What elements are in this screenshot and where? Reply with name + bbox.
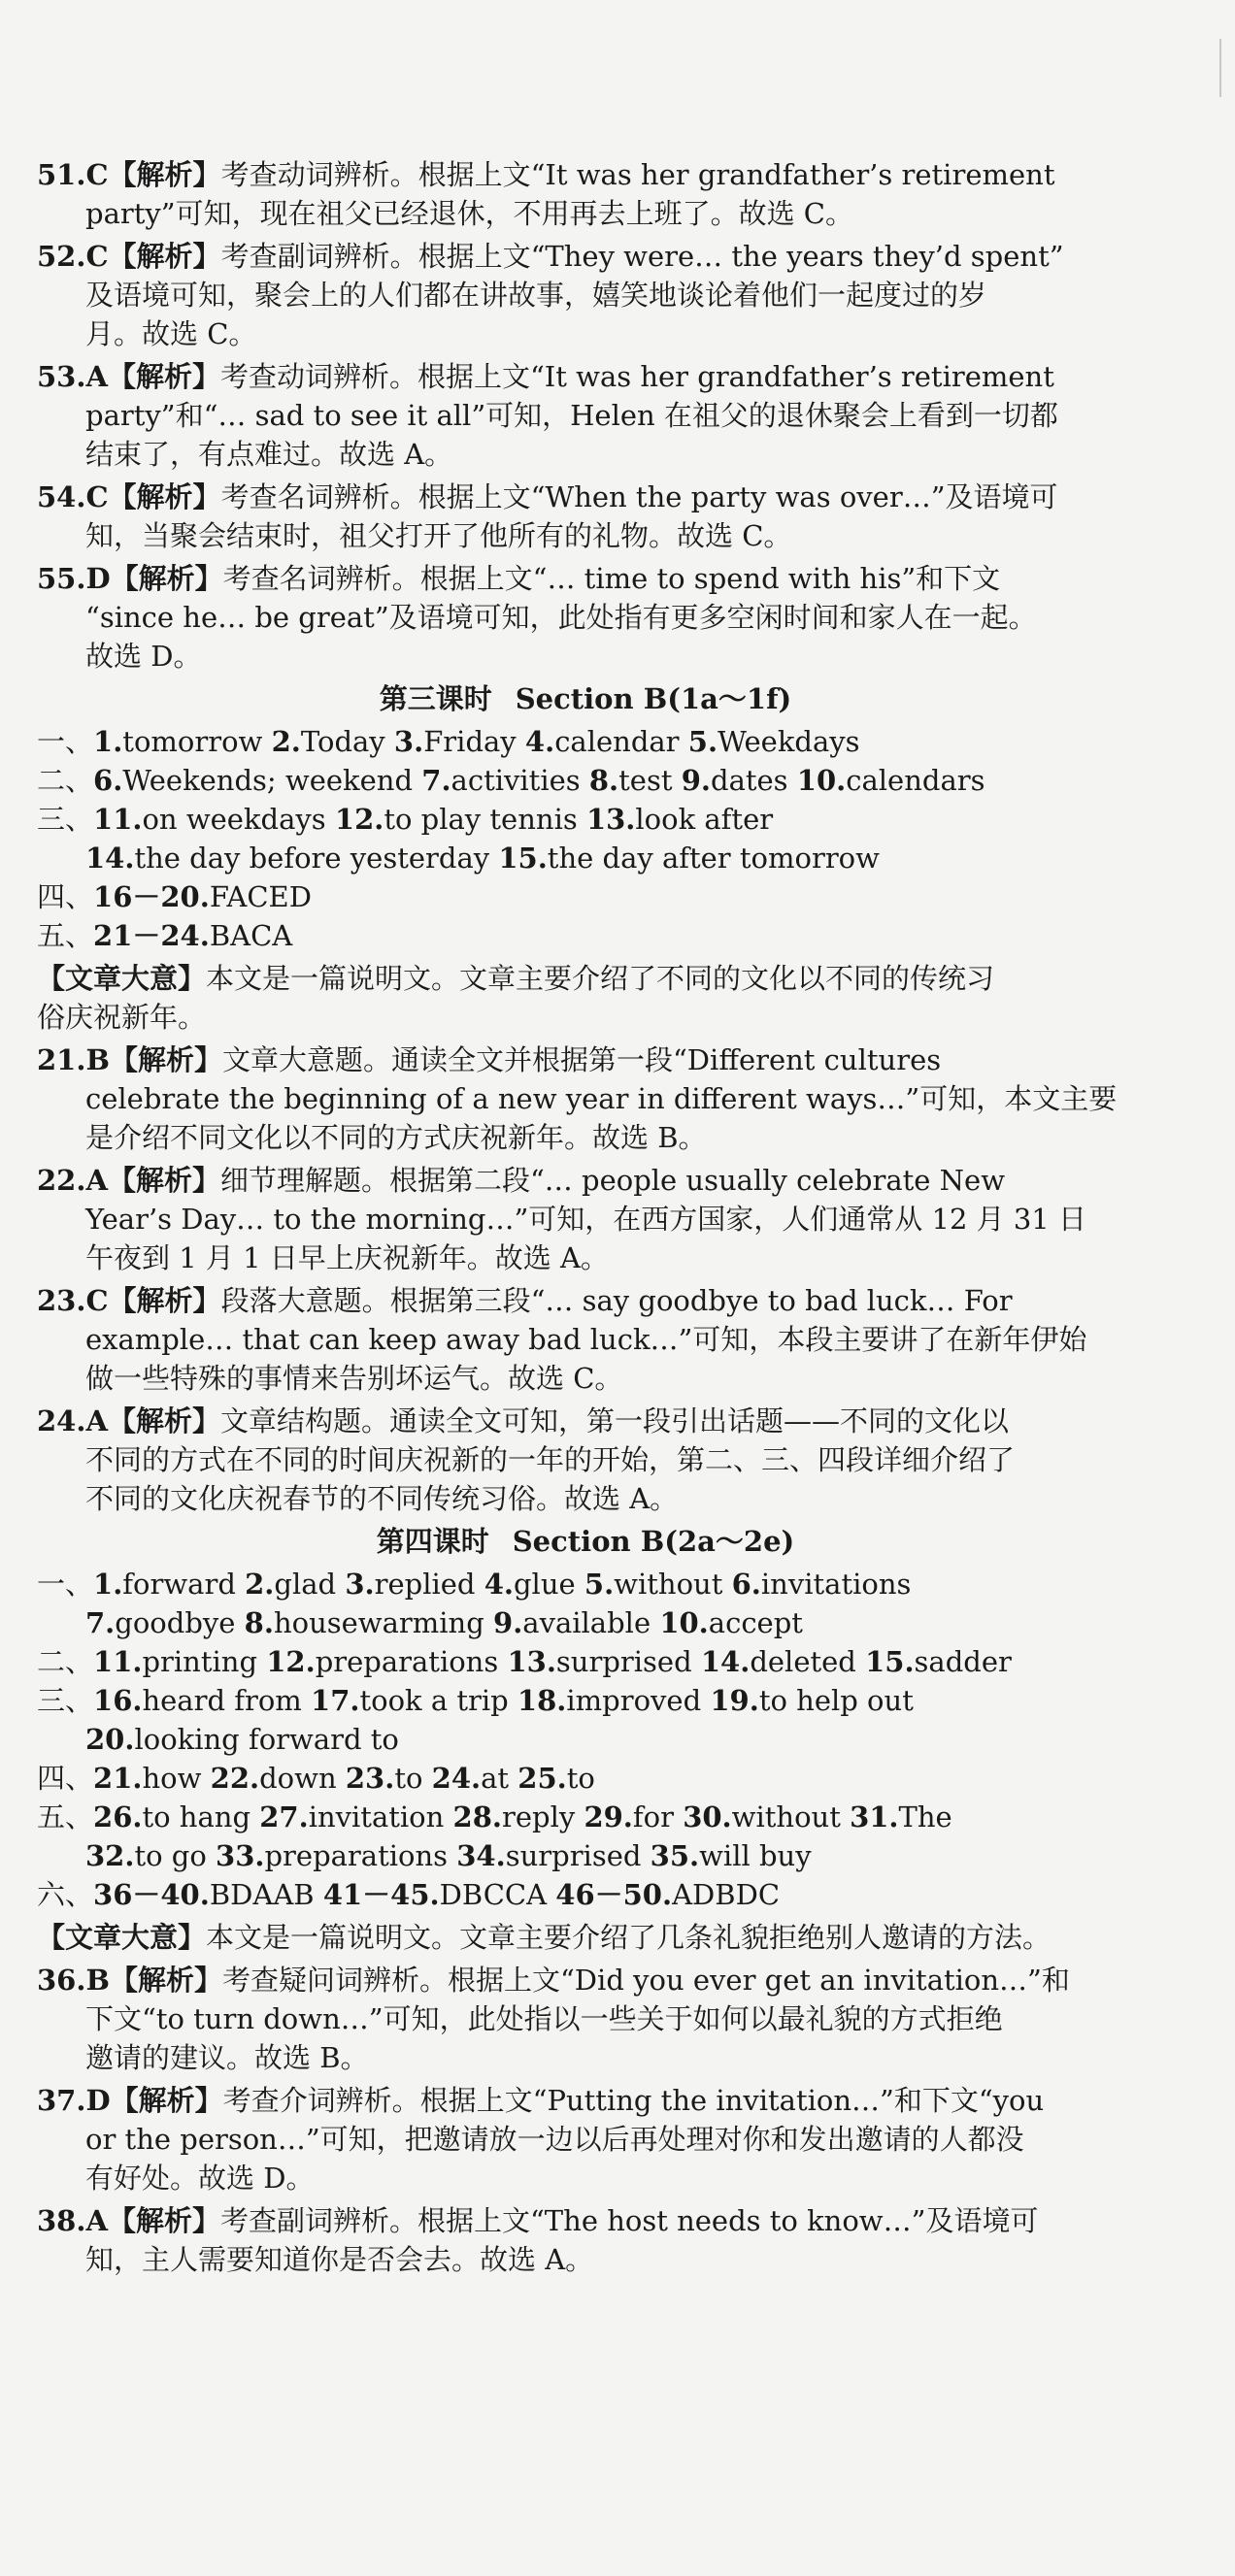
explanation-continuation [85,396,1058,435]
answer-text: to help out [758,1684,914,1717]
explanation-item [37,559,1000,598]
explanation-continuation [85,2240,593,2279]
answer-number: 9. [681,764,711,797]
explanation-text: 考查名词辨析。根据上文“… time to spend with his”和下文 [222,562,1001,595]
explanation-continuation [85,1079,1117,1118]
answer-text: deleted [750,1645,866,1678]
answer-text: accept [708,1606,803,1639]
question-number: 36.B [37,1964,110,1997]
explanation-tag: 【解析】 [108,1284,221,1317]
answer-number: 29. [584,1800,633,1833]
explanation-text: 考查介词辨析。根据上文“Putting the invitation…”和下文“you [222,2084,1045,2117]
answer-number: 7. [421,764,451,797]
answer-number: 2. [271,725,301,758]
explanation-text: 及语境可知，聚会上的人们都在讲故事，嬉笑地谈论着他们一起度过的岁 [85,279,987,312]
answer-line [85,839,880,877]
page-edge-line [1219,39,1221,97]
explanation-continuation [85,1238,609,1277]
explanation-text: 文章结构题。通读全文可知，第一段引出话题——不同的文化以 [219,1404,1009,1437]
answer-text: goodbye [115,1606,245,1639]
answer-text: FACED [209,880,312,913]
explanation-tag: 【解析】 [109,1964,222,1997]
answer-text: reply [501,1800,584,1833]
explanation-tag: 【解析】 [110,562,223,595]
answer-number: 11. [93,803,143,836]
answer-text: Weekdays [718,725,860,758]
section-heading [37,1522,1134,1561]
question-number: 54.C [37,480,109,513]
explanation-tag: 【解析】 [109,1043,222,1076]
answer-number: 10. [796,764,847,797]
answer-number: 10. [659,1606,709,1639]
answer-number: 18. [517,1684,567,1717]
answer-number: 26. [93,1800,143,1833]
answer-line [37,1798,952,1836]
explanation-text: 有好处。故选 D。 [85,2162,315,2195]
answer-line [37,1642,1012,1681]
answer-text: to play tennis [384,803,586,836]
answer-number: 14. [85,842,135,875]
answer-number: 13. [507,1645,556,1678]
answer-text: 五、 [37,1800,94,1833]
answer-number: 11. [93,1645,143,1678]
answer-text: activities [451,764,589,797]
answer-text: preparations [264,1839,457,1872]
answer-text: 一、 [37,725,94,758]
explanation-continuation [85,2120,1024,2159]
explanation-tag: 【解析】 [107,2204,220,2237]
answer-number: 34. [456,1839,506,1872]
answer-line [37,722,860,761]
answer-number: 30. [683,1800,732,1833]
answer-text: 三、 [37,1684,94,1717]
answer-line [85,1720,399,1759]
explanation-text: 考查副词辨析。根据上文“The host needs to know…”及语境可 [219,2204,1039,2237]
answer-text: to [394,1762,432,1795]
answer-number: 17. [311,1684,360,1717]
answer-text: 四、 [37,1762,94,1795]
explanation-text: 不同的文化庆祝春节的不同传统习俗。故选 A。 [85,1482,679,1515]
explanation-item [37,2081,1044,2120]
answer-text: printing [142,1645,267,1678]
answer-text: for [632,1800,684,1833]
answer-number: 28. [452,1800,502,1833]
answer-text: look after [635,803,774,836]
answer-line [37,877,312,916]
answer-number: 21－24. [93,919,210,952]
answer-text: without [614,1568,732,1601]
explanation-continuation [85,1359,622,1398]
explanation-item [37,357,1054,396]
answer-text: available [522,1606,660,1639]
answer-number: 8. [244,1606,274,1639]
answer-text: to [566,1762,595,1795]
explanation-text: 不同的方式在不同的时间庆祝新的一年的开始，第二、三、四段详细介绍了 [85,1443,1016,1476]
answer-number: 16－20. [93,880,210,913]
explanation-tag: 【解析】 [108,480,221,513]
answer-text: will buy [699,1839,812,1872]
answer-text: 三、 [37,803,94,836]
answer-text: DBCCA [439,1878,556,1911]
explanation-item [37,1161,1005,1200]
answer-text: down [259,1762,346,1795]
question-number: 52.C [37,240,109,273]
explanation-continuation [85,2038,369,2077]
explanation-item [37,1281,1013,1320]
answer-text: on weekdays [142,803,335,836]
answer-text: invitations [760,1568,912,1601]
answer-line [37,1759,595,1798]
answer-number: 19. [710,1684,759,1717]
explanation-continuation [37,998,206,1037]
answer-line [37,1875,780,1914]
answer-number: 12. [334,803,384,836]
answer-number: 6. [93,764,123,797]
answer-text: ADBDC [672,1878,781,1911]
answer-number: 35. [650,1839,700,1872]
answer-number: 31. [850,1800,899,1833]
answer-number: 1. [93,1568,123,1601]
explanation-tag: 【文章大意】 [37,1921,207,1954]
explanation-continuation [85,194,853,233]
question-number: 21.B [37,1043,110,1076]
question-number: 37.D [37,2084,111,2117]
answer-text: sadder [914,1645,1012,1678]
explanation-continuation [85,1200,1086,1238]
answer-number: 22. [210,1762,260,1795]
answer-text: Weekends; weekend [122,764,422,797]
explanation-tag: 【解析】 [110,2084,223,2117]
explanation-text: 考查动词辨析。根据上文“It was her grandfather’s retirement [219,360,1054,393]
answer-text: 二、 [37,1645,94,1678]
answer-text: without [731,1800,851,1833]
answer-text: to go [134,1839,217,1872]
explanation-text: party”和“… sad to see it all”可知，Helen 在祖父的退休聚会上看到一切都 [85,399,1058,432]
explanation-item [37,155,1054,194]
explanation-item [37,959,994,998]
answer-number: 14. [700,1645,751,1678]
explanation-text: 考查疑问词辨析。根据上文“Did you ever get an invitation…”和 [221,1964,1070,1997]
question-number: 22.A [37,1164,108,1197]
answer-number: 6. [731,1568,761,1601]
question-number: 51.C [37,158,109,191]
explanation-text: 考查动词辨析。根据上文“It was her grandfather’s retirement [220,158,1055,191]
explanation-text: 细节理解题。根据第二段“… people usually celebrate New [219,1164,1006,1197]
answer-number: 5. [584,1568,615,1601]
explanation-text: 俗庆祝新年。 [37,1001,207,1034]
answer-number: 4. [484,1568,514,1601]
question-number: 55.D [37,562,111,595]
answer-text: housewarming [273,1606,494,1639]
answer-number: 7. [85,1606,116,1639]
answer-number: 20. [85,1723,135,1756]
explanation-text: 考查副词辨析。根据上文“They were… the years they’d spent” [220,240,1064,273]
explanation-text: 邀请的建议。故选 B。 [85,2041,369,2074]
answer-text: calendars [846,764,985,797]
answer-number: 3. [345,1568,375,1601]
explanation-text: “since he… be great”及语境可知，此处指有更多空闲时间和家人在一起。 [85,601,1037,634]
explanation-continuation [85,1320,1086,1359]
answer-text: 六、 [37,1878,94,1911]
answer-number: 9. [493,1606,523,1639]
explanation-text: 知，主人需要知道你是否会去。故选 A。 [85,2243,594,2276]
answer-line [37,1565,911,1603]
answer-number: 2. [245,1568,275,1601]
question-number: 53.A [37,360,108,393]
section-title: 第四课时 [376,1525,489,1558]
explanation-text: 本文是一篇说明文。文章主要介绍了几条礼貌拒绝别人邀请的方法。 [206,1921,1051,1954]
answer-text: to hang [142,1800,260,1833]
answer-text: dates [711,764,797,797]
answer-number: 21. [93,1762,143,1795]
explanation-text: 午夜到 1 月 1 日早上庆祝新年。故选 A。 [85,1241,609,1274]
answer-text: invitation [308,1800,453,1833]
explanation-tag: 【解析】 [108,240,221,273]
answer-text: tomorrow [122,725,272,758]
explanation-text: celebrate the beginning of a new year in different ways…”可知，本文主要 [85,1082,1118,1115]
answer-text: 二、 [37,764,94,797]
explanation-continuation [85,598,1037,637]
section-subtitle: Section B(1a～1f) [515,682,792,715]
explanation-text: 文章大意题。通读全文并根据第一段“Different cultures [221,1043,942,1076]
answer-text: calendar [554,725,688,758]
answer-text: at [481,1762,518,1795]
answer-text: BDAAB [209,1878,323,1911]
answer-number: 24. [431,1762,482,1795]
section-heading [37,679,1134,718]
explanation-tag: 【解析】 [108,158,221,191]
answer-text: improved [566,1684,711,1717]
answer-number: 46－50. [555,1878,673,1911]
answer-text: Friday [423,725,525,758]
answer-number: 16. [93,1684,143,1717]
answer-text: surprised [555,1645,701,1678]
explanation-continuation [85,435,452,474]
answer-number: 33. [216,1839,265,1872]
explanation-item [37,478,1058,516]
explanation-continuation [85,1999,1003,2038]
explanation-continuation [85,637,201,676]
answer-text: the day after tomorrow [547,842,880,875]
section-subtitle: Section B(2a～2e) [512,1525,795,1558]
explanation-text: 本文是一篇说明文。文章主要介绍了不同的文化以不同的传统习 [206,962,995,995]
explanation-text: Year’s Day… to the morning…”可知，在西方国家，人们通常从 12 月 31 日 [85,1203,1086,1236]
explanation-item [37,1961,1070,1999]
explanation-continuation [85,516,791,555]
answer-text: surprised [505,1839,651,1872]
answer-text: took a trip [359,1684,517,1717]
answer-number: 23. [345,1762,395,1795]
explanation-text: 知，当聚会结束时，祖父打开了他所有的礼物。故选 C。 [85,519,792,552]
answer-number: 41－45. [322,1878,440,1911]
question-number: 23.C [37,1284,109,1317]
answer-text: 四、 [37,880,94,913]
explanation-text: 故选 D。 [85,640,202,673]
explanation-text: 结束了，有点难过。故选 A。 [85,438,453,471]
answer-text: forward [122,1568,246,1601]
answer-line [37,1681,914,1720]
answer-number: 3. [393,725,424,758]
explanation-text: 做一些特殊的事情来告别坏运气。故选 C。 [85,1362,623,1395]
answer-text: how [142,1762,211,1795]
answer-text: 一、 [37,1568,94,1601]
explanation-text: 是介绍不同文化以不同的方式庆祝新年。故选 B。 [85,1121,707,1154]
answer-number: 8. [588,764,619,797]
answer-line [85,1603,803,1642]
explanation-continuation [85,1118,707,1157]
answer-text: preparations [315,1645,508,1678]
explanation-tag: 【解析】 [107,1164,220,1197]
answer-number: 12. [266,1645,316,1678]
answer-line [37,761,985,800]
answer-text: Today [300,725,394,758]
answer-number: 36－40. [93,1878,210,1911]
answer-line [37,800,773,839]
answer-line [37,916,292,955]
answer-text: the day before yesterday [134,842,499,875]
explanation-continuation [85,1440,1015,1479]
explanation-tag: 【文章大意】 [37,962,207,995]
answer-text: test [618,764,682,797]
answer-number: 13. [585,803,636,836]
explanation-tag: 【解析】 [107,1404,220,1437]
answer-number: 32. [85,1839,135,1872]
answer-text: replied [374,1568,484,1601]
explanation-item [37,2201,1038,2240]
answer-number: 27. [259,1800,309,1833]
answer-line [85,1836,812,1875]
answer-number: 5. [687,725,718,758]
explanation-text: 段落大意题。根据第三段“… say goodbye to bad luck… For [220,1284,1013,1317]
explanation-continuation [85,2159,314,2197]
answer-number: 25. [517,1762,567,1795]
explanation-continuation [85,1479,678,1518]
answer-number: 15. [865,1645,915,1678]
answer-text: The [898,1800,952,1833]
answer-text: glad [274,1568,346,1601]
explanation-text: or the person…”可知，把邀请放一边以后再处理对你和发出邀请的人都没 [85,2123,1024,2156]
explanation-text: 下文“to turn down…”可知，此处指以一些关于如何以最礼貌的方式拒绝 [85,2002,1003,2035]
explanation-continuation [85,314,256,353]
question-number: 38.A [37,2204,108,2237]
explanation-item [37,237,1064,276]
answer-text: looking forward to [134,1723,399,1756]
answer-text: glue [513,1568,584,1601]
question-number: 24.A [37,1404,108,1437]
answer-text: heard from [142,1684,312,1717]
answer-number: 1. [93,725,123,758]
explanation-text: party”可知，现在祖父已经退休，不用再去上班了。故选 C。 [85,197,853,230]
explanation-text: 月。故选 C。 [85,317,257,350]
explanation-item [37,1918,1051,1957]
answer-text: BACA [209,919,293,952]
answer-text: 五、 [37,919,94,952]
explanation-tag: 【解析】 [107,360,220,393]
explanation-text: 考查名词辨析。根据上文“When the party was over…”及语境可 [220,480,1058,513]
explanation-item [37,1402,1009,1440]
answer-number: 15. [498,842,548,875]
answer-number: 4. [524,725,555,758]
section-title: 第三课时 [379,682,492,715]
explanation-item [37,1040,941,1079]
explanation-continuation [85,276,986,314]
explanation-text: example… that can keep away bad luck…”可知，本段主要讲了在新年伊始 [85,1323,1087,1356]
